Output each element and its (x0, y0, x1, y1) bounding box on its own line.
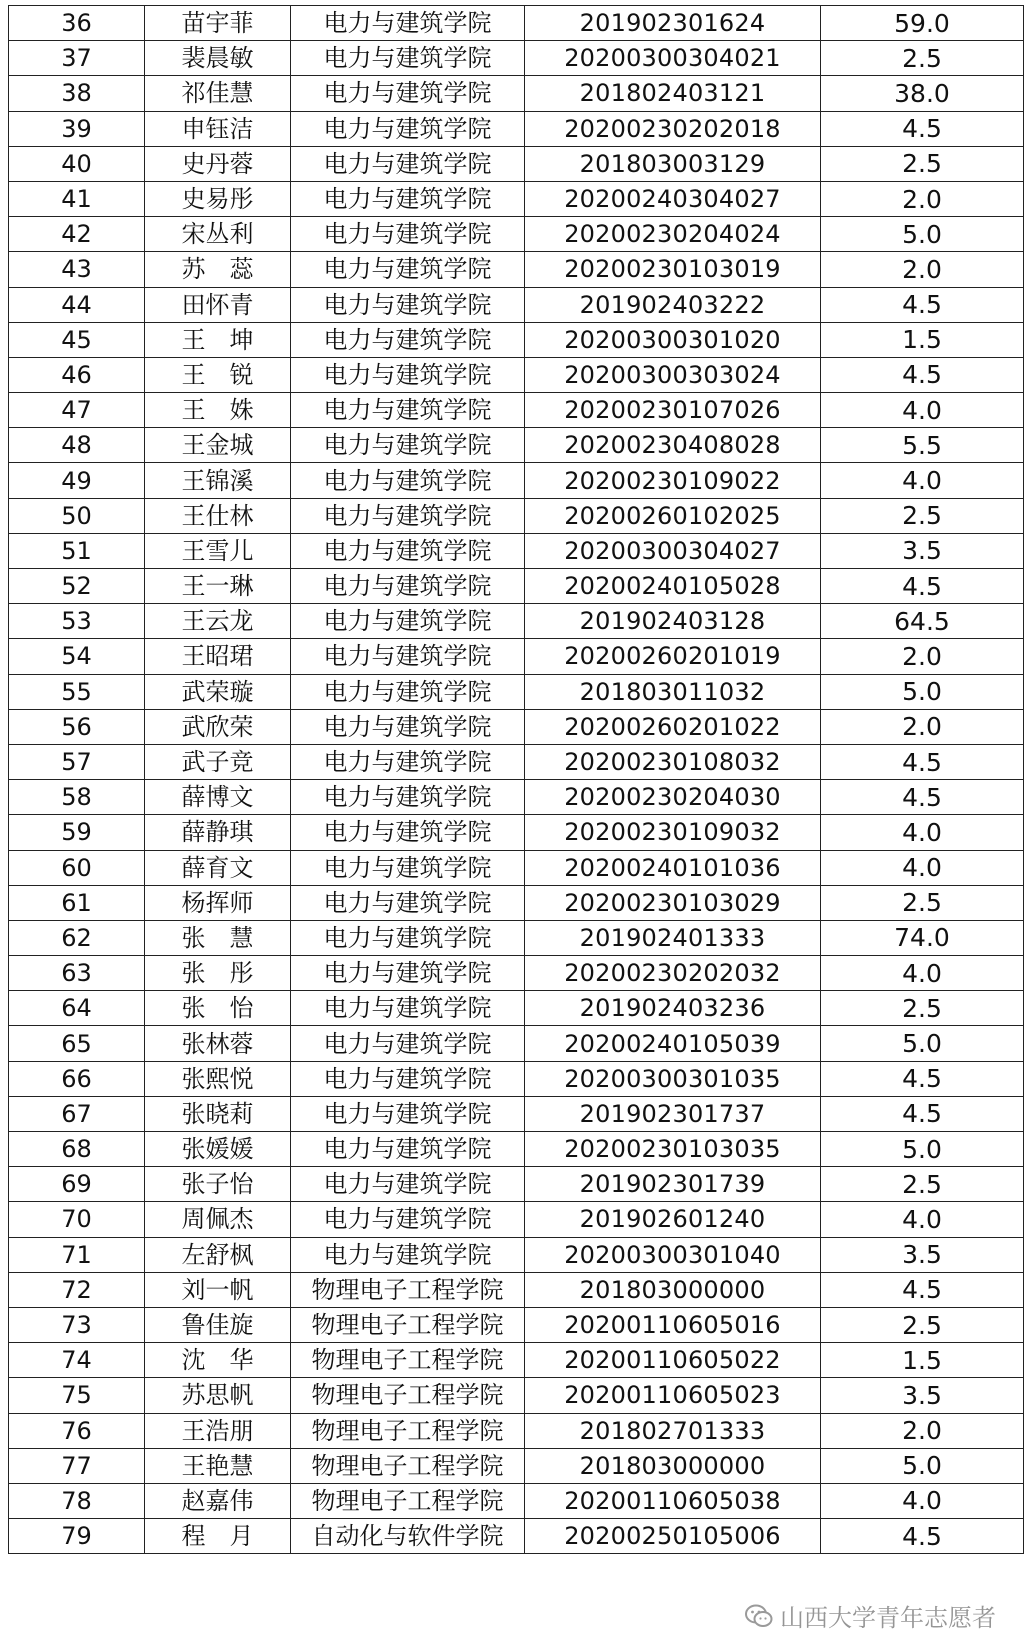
cell-name: 张熙悦 (145, 1061, 291, 1096)
cell-name: 王雪儿 (145, 533, 291, 568)
cell-college: 电力与建筑学院 (291, 1167, 525, 1202)
cell-student-id: 201802701333 (525, 1413, 821, 1448)
table-row (9, 533, 1024, 568)
cell-student-id: 20200240105039 (525, 1026, 821, 1061)
cell-number: 74 (9, 1343, 145, 1378)
cell-number: 79 (9, 1519, 145, 1554)
table-row (9, 393, 1024, 428)
cell-number: 48 (9, 428, 145, 463)
cell-college: 电力与建筑学院 (291, 252, 525, 287)
table-row (9, 604, 1024, 639)
cell-student-id: 201803000000 (525, 1448, 821, 1483)
cell-student-id: 20200110605023 (525, 1378, 821, 1413)
cell-name: 薛博文 (145, 780, 291, 815)
cell-student-id: 20200230109032 (525, 815, 821, 850)
cell-name: 张林蓉 (145, 1026, 291, 1061)
cell-college: 电力与建筑学院 (291, 393, 525, 428)
table-row (9, 1237, 1024, 1272)
table-row (9, 569, 1024, 604)
cell-number: 44 (9, 287, 145, 322)
cell-college: 物理电子工程学院 (291, 1343, 525, 1378)
cell-name: 宋丛利 (145, 217, 291, 252)
cell-number: 67 (9, 1096, 145, 1131)
cell-student-id: 20200110605016 (525, 1307, 821, 1342)
cell-number: 77 (9, 1448, 145, 1483)
cell-college: 自动化与软件学院 (291, 1519, 525, 1554)
cell-number: 45 (9, 322, 145, 357)
cell-name: 王 姝 (145, 393, 291, 428)
cell-number: 49 (9, 463, 145, 498)
cell-score: 4.0 (821, 850, 1024, 885)
table-row (9, 1096, 1024, 1131)
cell-student-id: 201902403222 (525, 287, 821, 322)
cell-college: 电力与建筑学院 (291, 76, 525, 111)
cell-name: 苗宇菲 (145, 6, 291, 41)
cell-number: 66 (9, 1061, 145, 1096)
cell-name: 王锦溪 (145, 463, 291, 498)
cell-name: 苏 蕊 (145, 252, 291, 287)
cell-score: 2.5 (821, 991, 1024, 1026)
table-row (9, 498, 1024, 533)
cell-name: 张子怡 (145, 1167, 291, 1202)
cell-name: 武荣璇 (145, 674, 291, 709)
cell-score: 4.0 (821, 1202, 1024, 1237)
table-row (9, 146, 1024, 181)
cell-number: 62 (9, 920, 145, 955)
cell-college: 电力与建筑学院 (291, 1096, 525, 1131)
cell-college: 电力与建筑学院 (291, 146, 525, 181)
cell-number: 53 (9, 604, 145, 639)
cell-number: 71 (9, 1237, 145, 1272)
cell-student-id: 20200300304027 (525, 533, 821, 568)
cell-student-id: 201803003129 (525, 146, 821, 181)
cell-student-id: 20200230103029 (525, 885, 821, 920)
cell-name: 程 月 (145, 1519, 291, 1554)
cell-name: 祁佳慧 (145, 76, 291, 111)
table-row (9, 1448, 1024, 1483)
cell-number: 39 (9, 111, 145, 146)
cell-student-id: 20200260102025 (525, 498, 821, 533)
table-row (9, 1483, 1024, 1518)
cell-score: 2.5 (821, 1167, 1024, 1202)
cell-college: 物理电子工程学院 (291, 1483, 525, 1518)
cell-number: 75 (9, 1378, 145, 1413)
cell-name: 武欣荣 (145, 709, 291, 744)
cell-name: 田怀青 (145, 287, 291, 322)
table-row (9, 76, 1024, 111)
cell-college: 电力与建筑学院 (291, 850, 525, 885)
cell-student-id: 20200230103035 (525, 1132, 821, 1167)
table-row (9, 1307, 1024, 1342)
cell-college: 电力与建筑学院 (291, 322, 525, 357)
cell-number: 59 (9, 815, 145, 850)
cell-student-id: 20200240304027 (525, 181, 821, 216)
table-row (9, 357, 1024, 392)
cell-student-id: 201802403121 (525, 76, 821, 111)
cell-college: 电力与建筑学院 (291, 498, 525, 533)
cell-score: 4.0 (821, 463, 1024, 498)
cell-student-id: 20200250105006 (525, 1519, 821, 1554)
cell-score: 5.5 (821, 428, 1024, 463)
cell-student-id: 20200110605038 (525, 1483, 821, 1518)
cell-number: 55 (9, 674, 145, 709)
cell-score: 2.0 (821, 252, 1024, 287)
cell-number: 54 (9, 639, 145, 674)
table-row (9, 815, 1024, 850)
cell-college: 电力与建筑学院 (291, 991, 525, 1026)
table-row (9, 463, 1024, 498)
wechat-icon (744, 1601, 774, 1631)
cell-name: 王 锐 (145, 357, 291, 392)
cell-college: 物理电子工程学院 (291, 1448, 525, 1483)
watermark (740, 1596, 1000, 1635)
cell-name: 沈 华 (145, 1343, 291, 1378)
cell-college: 物理电子工程学院 (291, 1413, 525, 1448)
cell-score: 4.0 (821, 956, 1024, 991)
table-row (9, 674, 1024, 709)
table-row (9, 1272, 1024, 1307)
cell-score: 64.5 (821, 604, 1024, 639)
cell-score: 2.5 (821, 1307, 1024, 1342)
cell-name: 周佩杰 (145, 1202, 291, 1237)
cell-name: 王浩朋 (145, 1413, 291, 1448)
table-row (9, 41, 1024, 76)
cell-score: 4.0 (821, 393, 1024, 428)
cell-score: 5.0 (821, 1026, 1024, 1061)
cell-student-id: 20200110605022 (525, 1343, 821, 1378)
cell-college: 电力与建筑学院 (291, 428, 525, 463)
cell-name: 申钰洁 (145, 111, 291, 146)
cell-student-id: 201902401333 (525, 920, 821, 955)
cell-number: 72 (9, 1272, 145, 1307)
table-row (9, 1378, 1024, 1413)
cell-number: 57 (9, 744, 145, 779)
cell-college: 物理电子工程学院 (291, 1378, 525, 1413)
cell-score: 4.5 (821, 744, 1024, 779)
cell-score: 3.5 (821, 533, 1024, 568)
cell-name: 赵嘉伟 (145, 1483, 291, 1518)
cell-score: 5.0 (821, 674, 1024, 709)
table-body (9, 6, 1024, 1554)
cell-student-id: 20200230204024 (525, 217, 821, 252)
cell-number: 64 (9, 991, 145, 1026)
cell-college: 电力与建筑学院 (291, 815, 525, 850)
cell-student-id: 20200230202032 (525, 956, 821, 991)
cell-score: 1.5 (821, 322, 1024, 357)
cell-name: 张 慧 (145, 920, 291, 955)
cell-number: 56 (9, 709, 145, 744)
cell-number: 70 (9, 1202, 145, 1237)
cell-score: 5.0 (821, 217, 1024, 252)
cell-score: 2.0 (821, 709, 1024, 744)
cell-college: 电力与建筑学院 (291, 920, 525, 955)
cell-student-id: 201902301737 (525, 1096, 821, 1131)
cell-college: 电力与建筑学院 (291, 533, 525, 568)
cell-number: 78 (9, 1483, 145, 1518)
cell-name: 杨挥师 (145, 885, 291, 920)
cell-college: 电力与建筑学院 (291, 463, 525, 498)
cell-student-id: 201902403236 (525, 991, 821, 1026)
cell-student-id: 20200240101036 (525, 850, 821, 885)
table-row (9, 1413, 1024, 1448)
table-row (9, 322, 1024, 357)
cell-student-id: 20200230107026 (525, 393, 821, 428)
cell-number: 40 (9, 146, 145, 181)
table-row (9, 1343, 1024, 1378)
cell-student-id: 20200240105028 (525, 569, 821, 604)
cell-score: 4.5 (821, 569, 1024, 604)
cell-name: 王 坤 (145, 322, 291, 357)
cell-name: 薛育文 (145, 850, 291, 885)
cell-number: 51 (9, 533, 145, 568)
cell-college: 电力与建筑学院 (291, 1026, 525, 1061)
table-row (9, 780, 1024, 815)
cell-score: 3.5 (821, 1237, 1024, 1272)
cell-college: 电力与建筑学院 (291, 569, 525, 604)
cell-college: 电力与建筑学院 (291, 1237, 525, 1272)
cell-college: 电力与建筑学院 (291, 956, 525, 991)
cell-number: 69 (9, 1167, 145, 1202)
cell-number: 37 (9, 41, 145, 76)
table-row (9, 1061, 1024, 1096)
table-row (9, 920, 1024, 955)
cell-number: 63 (9, 956, 145, 991)
cell-college: 电力与建筑学院 (291, 674, 525, 709)
cell-name: 王昭珺 (145, 639, 291, 674)
table-row (9, 287, 1024, 322)
cell-college: 电力与建筑学院 (291, 357, 525, 392)
cell-number: 50 (9, 498, 145, 533)
cell-number: 60 (9, 850, 145, 885)
table-row (9, 885, 1024, 920)
cell-name: 王云龙 (145, 604, 291, 639)
cell-name: 左舒枫 (145, 1237, 291, 1272)
cell-number: 38 (9, 76, 145, 111)
cell-student-id: 20200230202018 (525, 111, 821, 146)
cell-name: 薛静琪 (145, 815, 291, 850)
table-row (9, 709, 1024, 744)
cell-score: 4.5 (821, 1096, 1024, 1131)
cell-name: 苏思帆 (145, 1378, 291, 1413)
cell-score: 4.5 (821, 357, 1024, 392)
table-row (9, 1026, 1024, 1061)
cell-number: 68 (9, 1132, 145, 1167)
cell-number: 76 (9, 1413, 145, 1448)
table-row (9, 181, 1024, 216)
cell-college: 物理电子工程学院 (291, 1272, 525, 1307)
cell-name: 张 彤 (145, 956, 291, 991)
cell-college: 电力与建筑学院 (291, 604, 525, 639)
cell-score: 4.5 (821, 287, 1024, 322)
table-row (9, 1167, 1024, 1202)
cell-number: 58 (9, 780, 145, 815)
cell-name: 史易彤 (145, 181, 291, 216)
cell-name: 王一琳 (145, 569, 291, 604)
cell-student-id: 20200230108032 (525, 744, 821, 779)
table-row (9, 217, 1024, 252)
cell-student-id: 201902301624 (525, 6, 821, 41)
table-row (9, 6, 1024, 41)
cell-number: 42 (9, 217, 145, 252)
cell-student-id: 20200230103019 (525, 252, 821, 287)
cell-student-id: 20200300301035 (525, 1061, 821, 1096)
cell-score: 2.5 (821, 498, 1024, 533)
cell-score: 4.0 (821, 815, 1024, 850)
cell-college: 电力与建筑学院 (291, 41, 525, 76)
cell-score: 59.0 (821, 6, 1024, 41)
table-row (9, 991, 1024, 1026)
cell-name: 刘一帆 (145, 1272, 291, 1307)
watermark-text: 山西大学青年志愿者 (780, 1604, 996, 1632)
cell-student-id: 201902403128 (525, 604, 821, 639)
table-row (9, 850, 1024, 885)
cell-student-id: 201902301739 (525, 1167, 821, 1202)
cell-score: 4.5 (821, 111, 1024, 146)
cell-number: 47 (9, 393, 145, 428)
cell-college: 电力与建筑学院 (291, 287, 525, 322)
cell-score: 4.5 (821, 1519, 1024, 1554)
table-row (9, 428, 1024, 463)
table-row (9, 1132, 1024, 1167)
volunteer-hours-table (8, 5, 1024, 1554)
cell-college: 电力与建筑学院 (291, 709, 525, 744)
cell-name: 王仕林 (145, 498, 291, 533)
cell-name: 张晓莉 (145, 1096, 291, 1131)
table-row (9, 111, 1024, 146)
cell-name: 鲁佳旋 (145, 1307, 291, 1342)
cell-student-id: 20200300304021 (525, 41, 821, 76)
cell-score: 1.5 (821, 1343, 1024, 1378)
cell-student-id: 20200300301040 (525, 1237, 821, 1272)
cell-name: 武子竞 (145, 744, 291, 779)
cell-college: 电力与建筑学院 (291, 744, 525, 779)
cell-college: 电力与建筑学院 (291, 1061, 525, 1096)
cell-score: 2.5 (821, 41, 1024, 76)
cell-student-id: 20200260201022 (525, 709, 821, 744)
table-row (9, 744, 1024, 779)
cell-college: 物理电子工程学院 (291, 1307, 525, 1342)
cell-score: 38.0 (821, 76, 1024, 111)
cell-college: 电力与建筑学院 (291, 1132, 525, 1167)
cell-student-id: 20200230109022 (525, 463, 821, 498)
cell-student-id: 20200230408028 (525, 428, 821, 463)
cell-number: 73 (9, 1307, 145, 1342)
cell-college: 电力与建筑学院 (291, 1202, 525, 1237)
cell-name: 王艳慧 (145, 1448, 291, 1483)
cell-number: 36 (9, 6, 145, 41)
cell-score: 4.5 (821, 780, 1024, 815)
cell-student-id: 201902601240 (525, 1202, 821, 1237)
cell-college: 电力与建筑学院 (291, 6, 525, 41)
cell-name: 张 怡 (145, 991, 291, 1026)
cell-score: 2.5 (821, 885, 1024, 920)
cell-score: 5.0 (821, 1132, 1024, 1167)
cell-number: 52 (9, 569, 145, 604)
table-row (9, 1519, 1024, 1554)
cell-score: 2.0 (821, 639, 1024, 674)
cell-name: 裴晨敏 (145, 41, 291, 76)
cell-score: 2.0 (821, 1413, 1024, 1448)
cell-college: 电力与建筑学院 (291, 217, 525, 252)
cell-score: 2.0 (821, 181, 1024, 216)
cell-student-id: 201803011032 (525, 674, 821, 709)
cell-score: 2.5 (821, 146, 1024, 181)
cell-name: 王金城 (145, 428, 291, 463)
cell-student-id: 20200300301020 (525, 322, 821, 357)
cell-score: 3.5 (821, 1378, 1024, 1413)
cell-score: 4.0 (821, 1483, 1024, 1518)
cell-score: 4.5 (821, 1272, 1024, 1307)
cell-name: 史丹蓉 (145, 146, 291, 181)
table-row (9, 252, 1024, 287)
table-row (9, 956, 1024, 991)
table-row (9, 639, 1024, 674)
cell-student-id: 201803000000 (525, 1272, 821, 1307)
cell-student-id: 20200260201019 (525, 639, 821, 674)
cell-name: 张媛媛 (145, 1132, 291, 1167)
cell-score: 4.5 (821, 1061, 1024, 1096)
cell-score: 74.0 (821, 920, 1024, 955)
cell-college: 电力与建筑学院 (291, 885, 525, 920)
cell-number: 41 (9, 181, 145, 216)
cell-number: 61 (9, 885, 145, 920)
cell-number: 46 (9, 357, 145, 392)
cell-student-id: 20200230204030 (525, 780, 821, 815)
cell-student-id: 20200300303024 (525, 357, 821, 392)
cell-number: 65 (9, 1026, 145, 1061)
cell-college: 电力与建筑学院 (291, 181, 525, 216)
table-row (9, 1202, 1024, 1237)
cell-college: 电力与建筑学院 (291, 639, 525, 674)
cell-college: 电力与建筑学院 (291, 780, 525, 815)
cell-score: 5.0 (821, 1448, 1024, 1483)
cell-number: 43 (9, 252, 145, 287)
cell-college: 电力与建筑学院 (291, 111, 525, 146)
